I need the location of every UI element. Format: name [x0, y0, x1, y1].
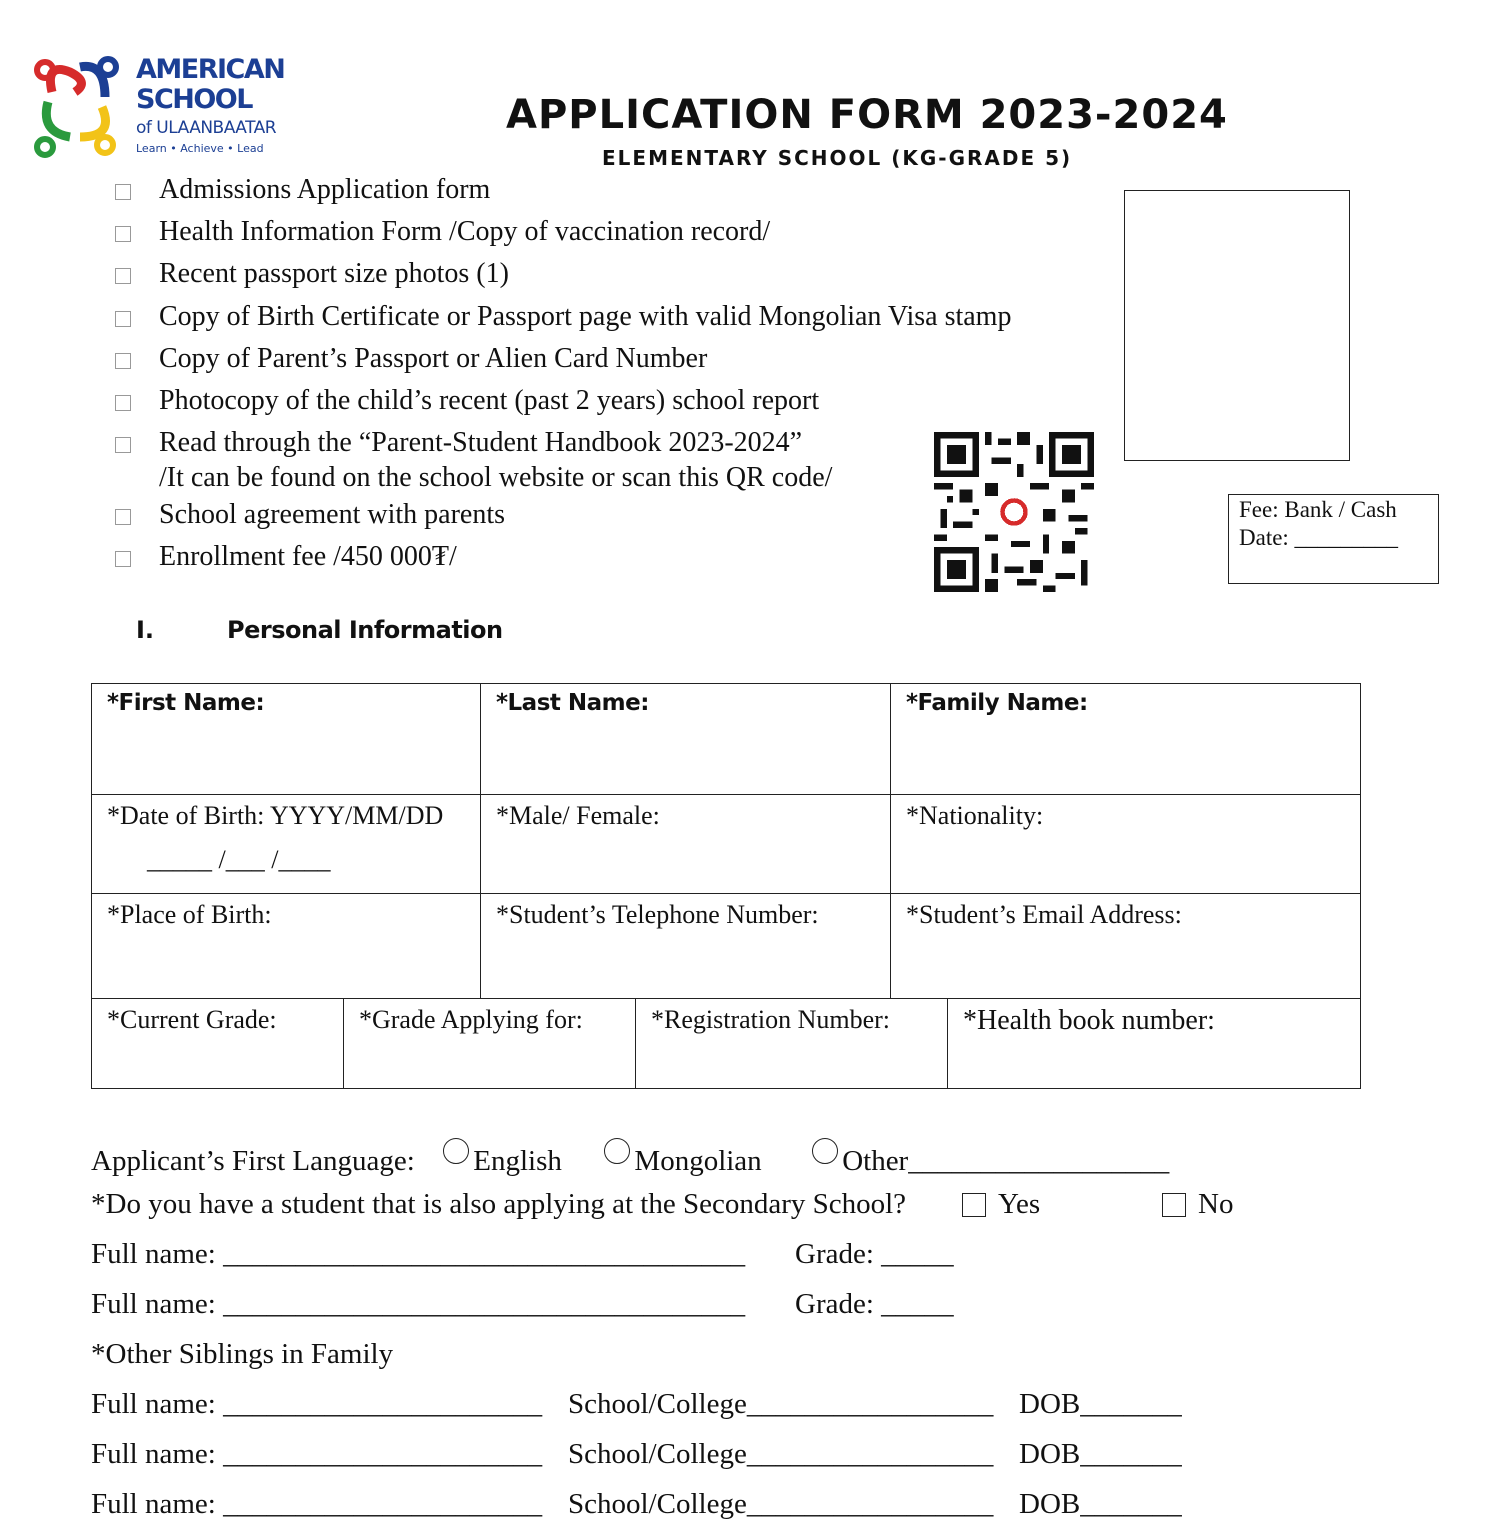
place-of-birth-label: *Place of Birth:: [107, 900, 272, 929]
checkbox[interactable]: [115, 226, 131, 242]
page-title: APPLICATION FORM 2023-2024: [506, 92, 1228, 138]
grade-applying-label: *Grade Applying for:: [359, 1005, 583, 1034]
secondary-no: [1162, 1188, 1233, 1221]
logo-mark-icon: [30, 52, 125, 160]
checklist-item: Admissions Application form: [159, 174, 491, 205]
sibling-name[interactable]: Full name: ______________________: [91, 1388, 543, 1420]
gender-label: *Male/ Female:: [496, 801, 660, 830]
sibling-dob[interactable]: DOB_______: [1019, 1488, 1182, 1520]
sibling-name[interactable]: Full name: ______________________: [91, 1488, 543, 1520]
current-grade-field[interactable]: [91, 998, 344, 1089]
section-title: Personal Information: [227, 616, 503, 644]
first-language-label: Applicant’s First Language:: [91, 1145, 415, 1177]
checkbox[interactable]: [115, 551, 131, 567]
email-field[interactable]: [890, 893, 1361, 999]
fee-date: Date: _________: [1239, 525, 1399, 550]
checklist-item: Read through the “Parent-Student Handbook 2023-2024”: [159, 427, 803, 458]
first-name-label: *First Name:: [107, 690, 265, 716]
checklist-item: Photocopy of the child’s recent (past 2 years) school report: [159, 385, 820, 416]
registration-label: *Registration Number:: [651, 1005, 891, 1034]
family-name-field[interactable]: [890, 683, 1361, 795]
english-label: English: [473, 1145, 562, 1177]
no-label: No: [1198, 1188, 1234, 1220]
checkbox[interactable]: [115, 184, 131, 200]
checkbox[interactable]: [115, 437, 131, 453]
sibling-school[interactable]: School/College_________________: [568, 1438, 994, 1470]
telephone-label: *Student’s Telephone Number:: [496, 900, 819, 929]
dob-blank: _____ /___ /____: [147, 845, 331, 874]
first-name-field[interactable]: [91, 683, 481, 795]
checkbox[interactable]: [115, 395, 131, 411]
page-subtitle: ELEMENTARY SCHOOL (KG-GRADE 5): [602, 146, 1073, 170]
yes-label: Yes: [998, 1188, 1041, 1220]
email-label: *Student’s Email Address:: [906, 900, 1182, 929]
last-name-field[interactable]: [480, 683, 891, 795]
secondary-sibling-name[interactable]: Full name: ____________________________________: [91, 1288, 746, 1320]
other-radio[interactable]: [812, 1138, 838, 1164]
secondary-yes: [962, 1188, 1040, 1221]
checklist-item: Copy of Birth Certificate or Passport page with valid Mongolian Visa stamp: [159, 301, 1012, 332]
english-radio[interactable]: [443, 1138, 469, 1164]
checklist-item: School agreement with parents: [159, 499, 506, 530]
first-language-row: [91, 1138, 1169, 1178]
checklist-item: Copy of Parent’s Passport or Alien Card Number: [159, 343, 708, 374]
registration-field[interactable]: [635, 998, 948, 1089]
qr-code-icon[interactable]: [932, 432, 1096, 592]
place-of-birth-field[interactable]: [91, 893, 481, 999]
last-name-label: *Last Name:: [496, 690, 649, 716]
checkbox[interactable]: [115, 311, 131, 327]
telephone-field[interactable]: [480, 893, 891, 999]
section-number: I.: [136, 616, 155, 644]
checklist-note: /It can be found on the school website or scan this QR code/: [159, 462, 833, 493]
dob-label: *Date of Birth: YYYY/MM/DD: [107, 801, 444, 830]
school-logo: [30, 52, 290, 162]
checkbox[interactable]: [115, 509, 131, 525]
sibling-name[interactable]: Full name: ______________________: [91, 1438, 543, 1470]
logo-tagline: Learn • Achieve • Lead: [136, 142, 264, 155]
fee-payment: Fee: Bank / Cash: [1239, 497, 1397, 522]
logo-line2: SCHOOL: [136, 84, 252, 115]
nationality-label: *Nationality:: [906, 801, 1044, 830]
checkbox[interactable]: [115, 353, 131, 369]
sibling-dob[interactable]: DOB_______: [1019, 1438, 1182, 1470]
checklist-item: Enrollment fee /450 000₮/: [159, 541, 457, 572]
checklist-item: Recent passport size photos (1): [159, 258, 509, 289]
gender-field[interactable]: [480, 794, 891, 894]
health-book-field[interactable]: [947, 998, 1361, 1089]
dob-field[interactable]: [91, 794, 481, 894]
logo-line1: AMERICAN: [136, 54, 285, 85]
nationality-field[interactable]: [890, 794, 1361, 894]
secondary-sibling-grade[interactable]: Grade: _____: [795, 1288, 954, 1320]
grade-applying-field[interactable]: [343, 998, 636, 1089]
logo-line3: of ULAANBAATAR: [136, 118, 277, 138]
checklist-item: Health Information Form /Copy of vaccination record/: [159, 216, 771, 247]
secondary-question: *Do you have a student that is also applying at the Secondary School?: [91, 1188, 907, 1220]
no-checkbox[interactable]: [1162, 1193, 1186, 1217]
yes-checkbox[interactable]: [962, 1193, 986, 1217]
health-book-label: *Health book number:: [963, 1005, 1215, 1036]
photo-box: [1124, 190, 1350, 461]
other-siblings-label: *Other Siblings in Family: [91, 1338, 394, 1370]
mongolian-label: Mongolian: [634, 1145, 762, 1177]
sibling-dob[interactable]: DOB_______: [1019, 1388, 1182, 1420]
secondary-sibling-name[interactable]: Full name: ____________________________________: [91, 1238, 746, 1270]
fee-box: [1228, 494, 1439, 584]
other-language-field[interactable]: Other__________________: [842, 1145, 1170, 1177]
checkbox[interactable]: [115, 268, 131, 284]
family-name-label: *Family Name:: [906, 690, 1088, 716]
sibling-school[interactable]: School/College_________________: [568, 1388, 994, 1420]
sibling-school[interactable]: School/College_________________: [568, 1488, 994, 1520]
secondary-sibling-grade[interactable]: Grade: _____: [795, 1238, 954, 1270]
mongolian-radio[interactable]: [604, 1138, 630, 1164]
current-grade-label: *Current Grade:: [107, 1005, 277, 1034]
